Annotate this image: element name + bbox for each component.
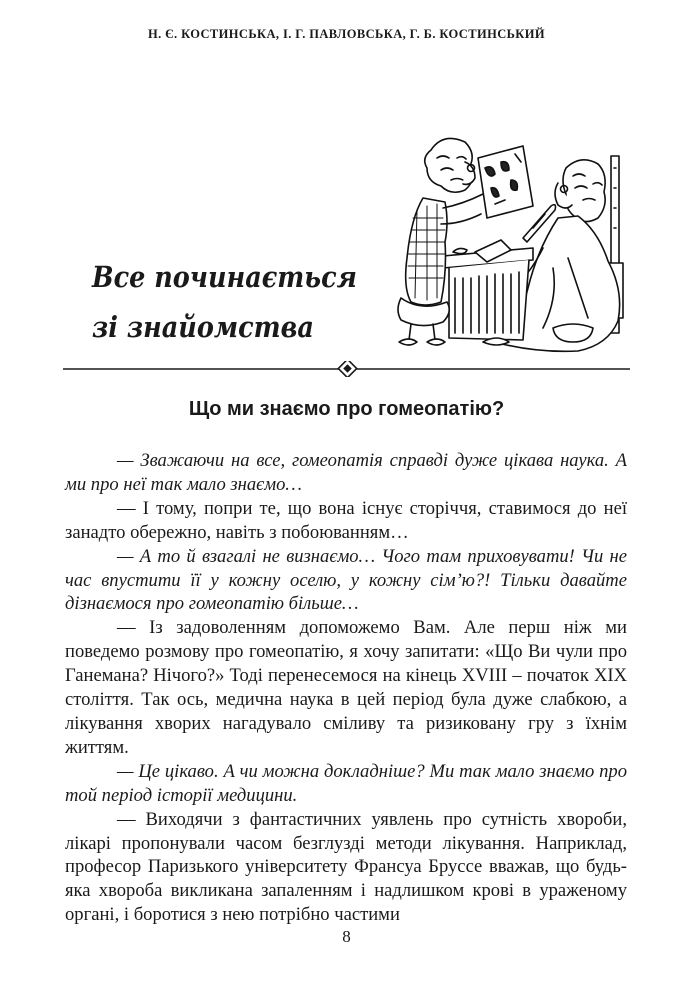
section-heading: Що ми знаємо про гомеопатію? xyxy=(188,398,505,420)
doctors-illustration xyxy=(383,128,633,358)
paragraph: — Виходячи з фантастичних уявлень про сутність хвороби, лікарі пропонували часом безглузді методи лікування. Наприклад, професор Паризького університету Франсуа Бруссе вважав, що будь-яка хвороба викликана запаленням і надлишком крові в ураженому органі, і боротися з нею потрібно частими xyxy=(65,808,627,926)
paragraph: — А то й взагалі не визнаємо… Чого там приховувати! Чи не час впустити її у кожну оселю, у кожну сім’ю?! Тільки давайте дізнаємося про гомеопатію більше… xyxy=(65,545,627,615)
paragraph: — Зважаючи на все, гомеопатія справді дуже цікава наука. А ми про неї так мало знаємо… xyxy=(65,450,627,495)
paragraph: — І тому, попри те, що вона існує сторіччя, ставимося до неї занадто обережно, навіть з побоюванням… xyxy=(65,497,627,543)
paragraph: — Це цікаво. А чи можна докладніше? Ми так мало знаємо про той період історії медицини. xyxy=(65,760,627,806)
page-number: 8 xyxy=(342,927,351,946)
ornamental-divider xyxy=(63,361,630,377)
paragraph: — Із задоволенням допоможемо Вам. Але перш ніж ми поведемо розмову про гомеопатію, я хочу запитати: «Що Ви чули про Ганемана? Нічого?» Тоді перенесемося на кінець XVIII – початок XIX століття. Так ось, медична наука в цей період була дуже слабкою, а лікування хворих нагадувало сміливу та ризиковану гру з їхнім життям. xyxy=(65,617,627,758)
body-text xyxy=(65,449,627,927)
running-head: Н. Є. КОСТИНСЬКА, І. Г. ПАВЛОВСЬКА, Г. Б. КОСТИНСЬКИЙ xyxy=(147,27,546,41)
chapter-title-line-1: Все починається xyxy=(92,260,357,294)
chapter-title xyxy=(92,252,357,352)
chapter-title-line-2: зі знайомства xyxy=(92,310,314,344)
